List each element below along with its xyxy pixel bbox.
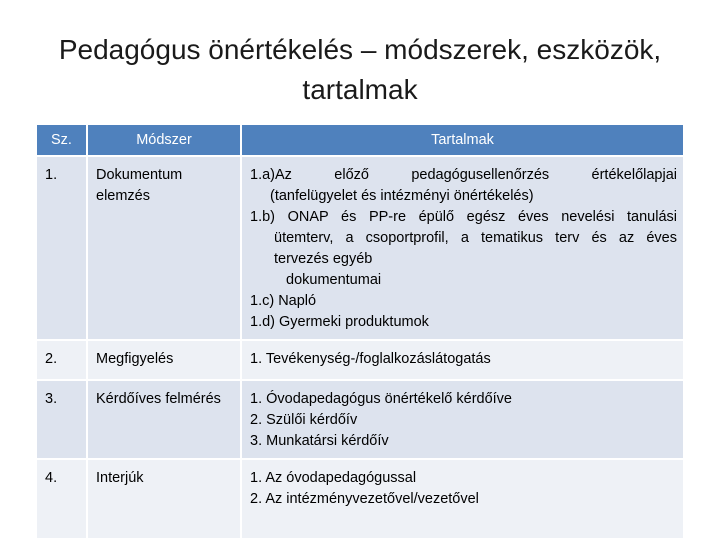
content-line: 1.c) Napló <box>250 293 317 309</box>
content-line: 3. Munkatársi kérdőív <box>250 433 389 449</box>
row-content <box>241 380 683 459</box>
content-line: 1.d) Gyermeki produktumok <box>250 314 429 330</box>
header-method: Módszer <box>87 125 241 156</box>
content-line: 1. Az óvodapedagógussal <box>250 470 417 486</box>
content-line: 1.b) ONAP és PP-re épülő egész éves nevelési tanulási <box>250 209 677 225</box>
content-line: 2. Szülői kérdőív <box>250 412 358 428</box>
header-number: Sz. <box>37 125 87 156</box>
row-number: 4. <box>37 459 87 538</box>
row-method: Dokumentum elemzés <box>87 156 241 340</box>
table-row <box>37 340 683 380</box>
content-line: 1. Tevékenység-/foglalkozáslátogatás <box>250 351 491 367</box>
content-line: 1. Óvodapedagógus önértékelő kérdőíve <box>250 391 512 407</box>
row-method: Kérdőíves felmérés <box>87 380 241 459</box>
row-content <box>241 156 683 340</box>
methods-table <box>37 125 683 538</box>
content-line: ütemterv, a csoportprofil, a tematikus terv és az éves <box>274 230 677 246</box>
table-row <box>37 459 683 538</box>
row-content <box>241 340 683 380</box>
table-row <box>37 380 683 459</box>
row-number: 2. <box>37 340 87 380</box>
content-line: dokumentumai <box>286 272 382 288</box>
slide-title: Pedagógus önértékelés – módszerek, eszközök, tartalmak <box>58 34 662 105</box>
content-line: 2. Az intézményvezetővel/vezetővel <box>250 491 479 507</box>
content-line: (tanfelügyelet és intézményi önértékelés) <box>270 188 534 204</box>
content-line: tervezés egyéb <box>274 251 373 267</box>
row-number: 3. <box>37 380 87 459</box>
table-header-row <box>37 125 683 156</box>
row-method: Interjúk <box>87 459 241 538</box>
header-content: Tartalmak <box>241 125 683 156</box>
row-content <box>241 459 683 538</box>
row-number: 1. <box>37 156 87 340</box>
table-row <box>37 156 683 340</box>
row-method: Megfigyelés <box>87 340 241 380</box>
content-line: 1.a)Az előző pedagógusellenőrzés értékelőlapjai <box>250 167 677 183</box>
